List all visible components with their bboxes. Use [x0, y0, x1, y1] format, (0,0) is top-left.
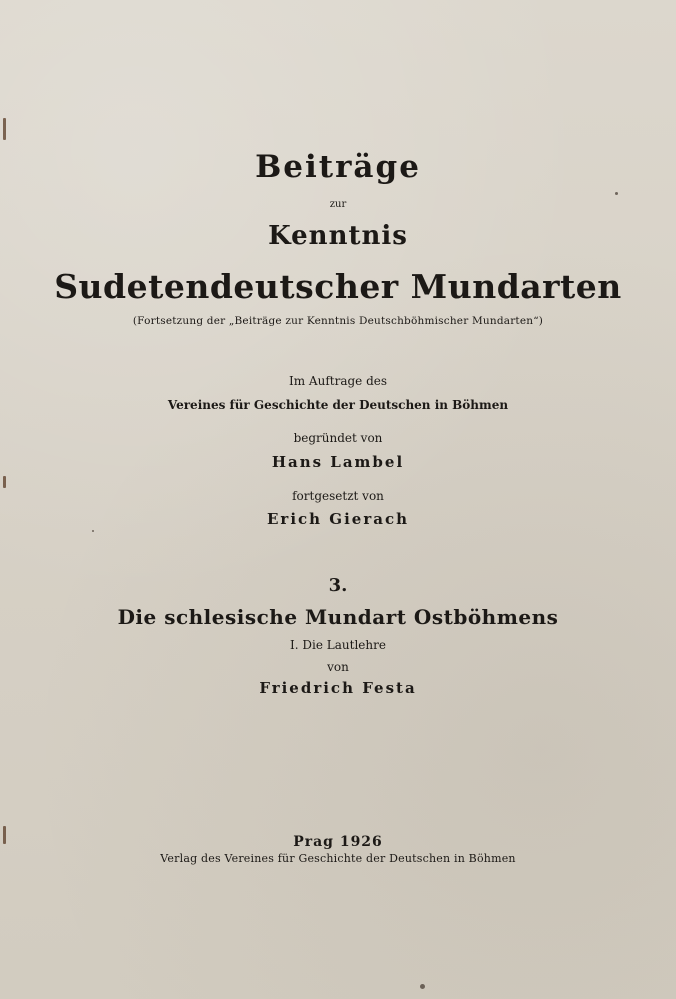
title-connector: zur — [329, 199, 347, 210]
edge-mark-top — [3, 118, 6, 140]
founded-by-line: begründet von — [293, 431, 383, 445]
series-title: Sudetendeutscher Mundarten — [54, 267, 622, 306]
publisher-line: Verlag des Vereines für Geschichte der Deutschen in Böhmen — [160, 852, 516, 865]
volume-number: 3. — [328, 575, 348, 596]
main-title: Beiträge — [255, 149, 421, 185]
continued-by-line: fortgesetzt von — [292, 489, 384, 503]
paper-speck — [92, 530, 94, 532]
part-title: I. Die Lautlehre — [290, 638, 386, 652]
association-name: Vereines für Geschichte der Deutschen in Böhmen — [167, 398, 509, 412]
paper-speck — [615, 192, 618, 195]
founder-name: Hans Lambel — [271, 453, 405, 471]
place-year: Prag 1926 — [293, 834, 383, 850]
paper-speck — [420, 984, 425, 989]
title-subtitle: Kenntnis — [268, 221, 408, 251]
commission-line: Im Auftrage des — [288, 374, 388, 388]
edge-mark-middle — [3, 476, 6, 488]
by-line: von — [327, 660, 349, 674]
continuation-note: (Fortsetzung der „Beiträge zur Kenntnis Deutschböhmischer Mundarten“) — [132, 315, 544, 327]
work-title: Die schlesische Mundart Ostböhmens — [117, 605, 559, 629]
author-name: Friedrich Festa — [259, 679, 417, 697]
continuer-name: Erich Gierach — [266, 510, 409, 528]
